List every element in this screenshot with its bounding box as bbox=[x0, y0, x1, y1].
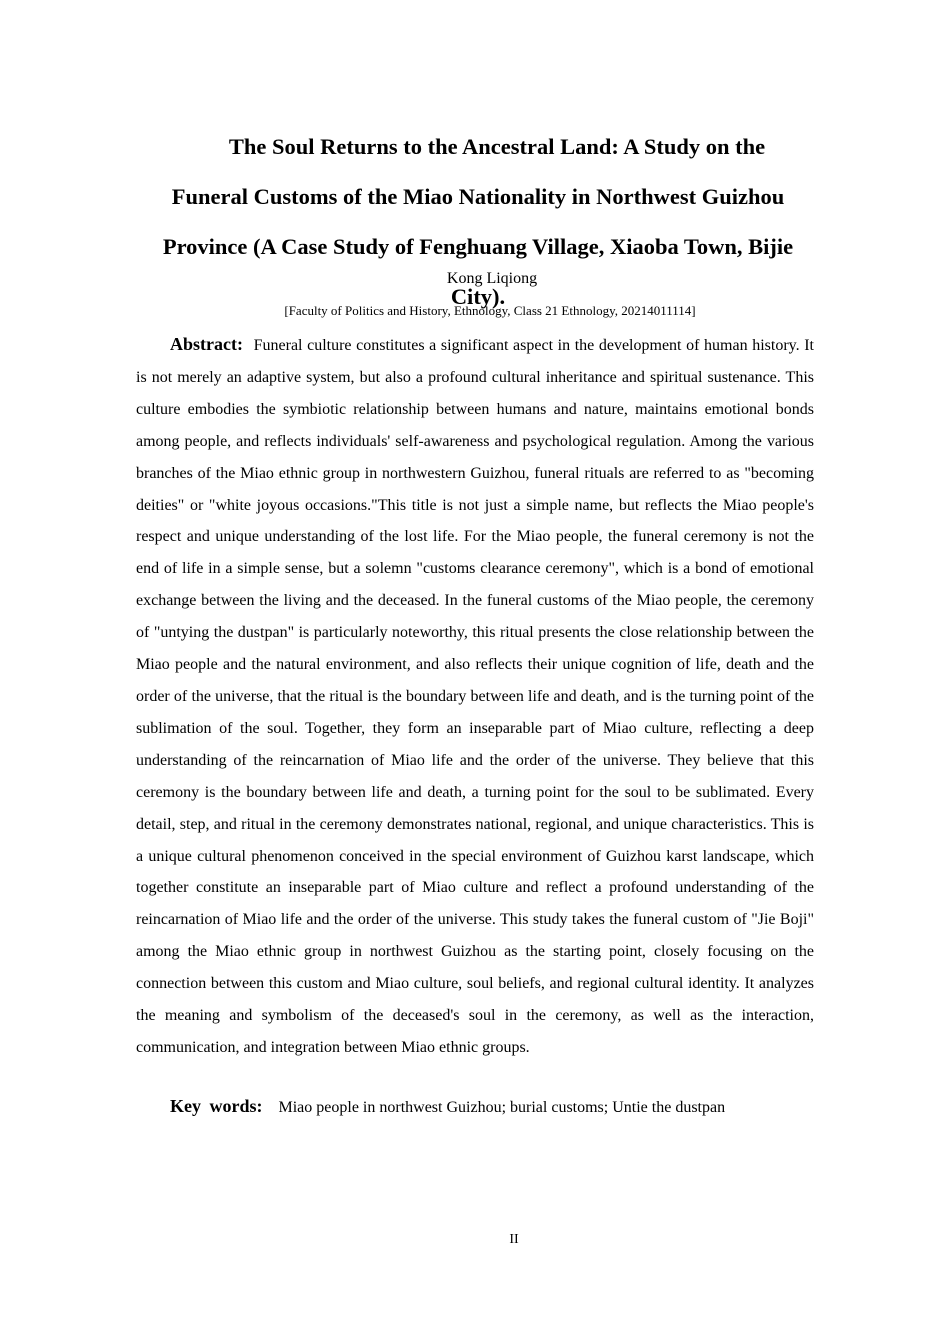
author-affiliation: [Faculty of Politics and History, Ethnology, Class 21 Ethnology, 20214011114] bbox=[284, 303, 696, 318]
keywords-label: Key words: bbox=[170, 1096, 263, 1116]
abstract-text: Funeral culture constitutes a significant aspect in the development of human history. It is not merely an adaptive system, but also a profound cultural inheritance and spiritual sustenance. This culture embodies the symbiotic relationship between humans and nature, maintains emotional bonds among people, and reflects individuals' self-awareness and psychological regulation. Among the various branches of the Miao ethnic group in northwestern Guizhou, funeral rituals are referred to as "becoming deities" or "white joyous occasions."This title is not just a simple name, but reflects the Miao people's respect and unique understanding of the lost life. For the Miao people, the funeral ceremony is not the end of life in a simple sense, but a solemn "customs clearance ceremony", which is a bond of emotional exchange between the living and the deceased. In the funeral customs of the Miao people, the ceremony of "untying the dustpan" is particularly noteworthy, this ritual presents the close relationship between the Miao people and the natural environment, and also reflects their unique cognition of life, death and the order of the universe, that the ritual is the boundary between life and death, and is the turning point of the sublimation of the soul. Together, they form an inseparable part of Miao culture, reflecting a deep understanding of the reincarnation of Miao life and the order of the universe. They believe that this ceremony is the boundary between life and death, a turning point for the soul to be sublimated. Every detail, step, and ritual in the ceremony demonstrates national, regional, and unique characteristics. This is a unique cultural phenomenon conceived in the special environment of Guizhou karst landscape, which together constitute an inseparable part of Miao culture and reflect a profound understanding of the reincarnation of Miao life and the order of the universe. This study takes the funeral custom of "Jie Boji" among the Miao ethnic group in northwest Guizhou as the starting point, closely focusing on the connection between this custom and Miao culture, soul beliefs, and regional cultural identity. It analyzes the meaning and symbolism of the deceased's soul in the ceremony, as well as the interaction, communication, and integration between Miao ethnic groups. bbox=[136, 337, 815, 1056]
paper-title: The Soul Returns to the Ancestral Land: A Study on the Funeral Customs of the Miao Nationality in Northwest Guizhou Province (A Case Study of Fenghuang Village, Xiaoba Town, Bijie City). bbox=[162, 134, 794, 309]
abstract-paragraph bbox=[136, 329, 814, 1064]
keywords-line bbox=[170, 1096, 725, 1117]
page-number: II bbox=[509, 1232, 519, 1247]
keywords-text: Miao people in northwest Guizhou; burial customs; Untie the dustpan bbox=[278, 1099, 726, 1116]
abstract-label: Abstract: bbox=[170, 334, 243, 354]
author-name: Kong Liqiong bbox=[446, 270, 538, 287]
